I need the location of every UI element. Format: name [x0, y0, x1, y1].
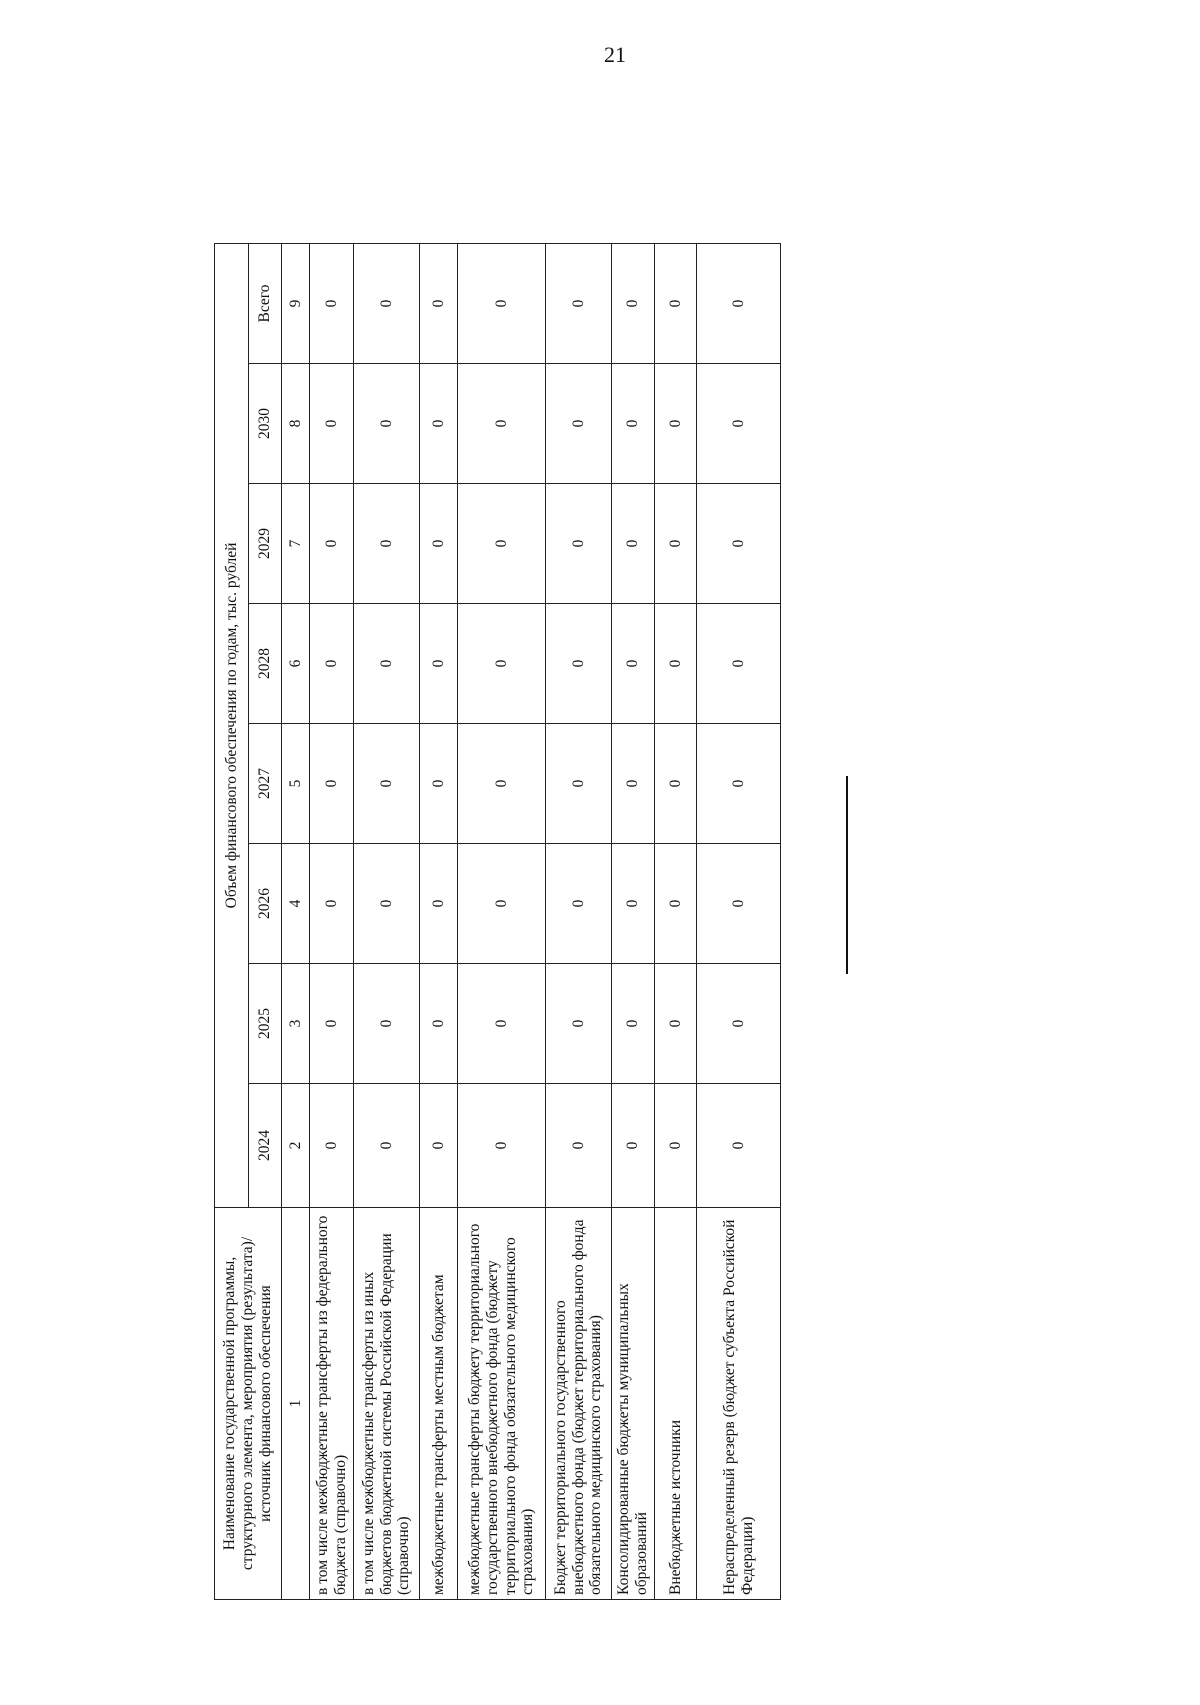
value-cell: 0: [697, 244, 781, 364]
table-row: [655, 124, 697, 1600]
value-cell: 0: [354, 364, 420, 484]
column-number-1: 1: [282, 1208, 310, 1600]
value-cell: 0: [655, 484, 697, 604]
value-cell: 0: [458, 364, 546, 484]
value-cell: 0: [310, 724, 354, 844]
year-header-2024: 2024: [249, 1084, 282, 1208]
table-row: [546, 124, 612, 1600]
column-number-7: 7: [282, 484, 310, 604]
year-header-2029: 2029: [249, 484, 282, 604]
value-cell: 0: [655, 604, 697, 724]
value-cell: 0: [354, 484, 420, 604]
value-cell: 0: [612, 484, 655, 604]
value-cell: 0: [354, 724, 420, 844]
value-cell: 0: [546, 844, 612, 964]
value-cell: 0: [458, 1084, 546, 1208]
row-name: Консолидированные бюджеты муниципальных образований: [612, 1208, 655, 1600]
value-cell: 0: [546, 964, 612, 1084]
column-number-2: 2: [282, 1084, 310, 1208]
column-number-row: [282, 124, 310, 1600]
column-number-4: 4: [282, 844, 310, 964]
page-number: 21: [604, 42, 626, 67]
value-cell: 0: [655, 724, 697, 844]
value-cell: 0: [697, 724, 781, 844]
year-header-2030: 2030: [249, 364, 282, 484]
value-cell: 0: [354, 244, 420, 364]
value-cell: 0: [458, 604, 546, 724]
financing-group-header: Объем финансового обеспечения по годам, тыс. рублей: [215, 244, 249, 1208]
total-header: Всего: [249, 244, 282, 364]
value-cell: 0: [546, 604, 612, 724]
row-name: Внебюджетные источники: [655, 1208, 697, 1600]
value-cell: 0: [310, 964, 354, 1084]
row-name: межбюджетные трансферты бюджету территориального государственного внебюджетного фонда (бюджету территориального фонда обязательного медицинского страхования): [458, 1208, 546, 1600]
value-cell: 0: [310, 244, 354, 364]
value-cell: 0: [310, 1084, 354, 1208]
year-header-2025: 2025: [249, 964, 282, 1084]
year-header-2026: 2026: [249, 844, 282, 964]
value-cell: 0: [420, 484, 458, 604]
value-cell: 0: [697, 964, 781, 1084]
year-header-2027: 2027: [249, 724, 282, 844]
value-cell: 0: [612, 364, 655, 484]
value-cell: 0: [458, 484, 546, 604]
value-cell: 0: [612, 1084, 655, 1208]
value-cell: 0: [310, 364, 354, 484]
value-cell: 0: [420, 724, 458, 844]
value-cell: 0: [420, 844, 458, 964]
value-cell: 0: [612, 844, 655, 964]
table-row: [420, 124, 458, 1600]
value-cell: 0: [612, 724, 655, 844]
value-cell: 0: [655, 1084, 697, 1208]
value-cell: 0: [612, 964, 655, 1084]
rotated-table-wrapper: [214, 124, 780, 1600]
value-cell: 0: [458, 964, 546, 1084]
value-cell: 0: [310, 484, 354, 604]
value-cell: 0: [546, 244, 612, 364]
year-header-2028: 2028: [249, 604, 282, 724]
financing-table: [214, 123, 781, 1600]
row-name: в том числе межбюджетные трансферты из федерального бюджета (справочно): [310, 1208, 354, 1600]
value-cell: 0: [697, 844, 781, 964]
value-cell: 0: [420, 1084, 458, 1208]
value-cell: 0: [354, 964, 420, 1084]
value-cell: 0: [697, 1084, 781, 1208]
value-cell: 0: [697, 604, 781, 724]
value-cell: 0: [420, 244, 458, 364]
value-cell: 0: [655, 364, 697, 484]
value-cell: 0: [697, 364, 781, 484]
value-cell: 0: [612, 244, 655, 364]
value-cell: 0: [458, 244, 546, 364]
value-cell: 0: [310, 844, 354, 964]
column-number-3: 3: [282, 964, 310, 1084]
value-cell: 0: [655, 244, 697, 364]
value-cell: 0: [458, 844, 546, 964]
table-row: [354, 124, 420, 1600]
name-column-header: Наименование государственной программы, структурного элемента, мероприятия (результата)/источник финансового обеспечения: [215, 1208, 282, 1600]
row-name: межбюджетные трансферты местным бюджетам: [420, 1208, 458, 1600]
value-cell: 0: [655, 844, 697, 964]
table-row: [612, 124, 655, 1600]
value-cell: 0: [310, 604, 354, 724]
value-cell: 0: [458, 724, 546, 844]
value-cell: 0: [354, 844, 420, 964]
value-cell: 0: [420, 604, 458, 724]
column-number-9: 9: [282, 244, 310, 364]
value-cell: 0: [354, 1084, 420, 1208]
column-number-8: 8: [282, 364, 310, 484]
value-cell: 0: [546, 484, 612, 604]
table-row: [458, 124, 546, 1600]
column-number-5: 5: [282, 724, 310, 844]
header-row-group: [215, 124, 249, 1600]
value-cell: 0: [655, 964, 697, 1084]
row-name: в том числе межбюджетные трансферты из иных бюджетов бюджетной системы Российской Федерации (справочно): [354, 1208, 420, 1600]
value-cell: 0: [546, 724, 612, 844]
row-name: Бюджет территориального государственного внебюджетного фонда (бюджет территориального фонда обязательного медицинского страхования): [546, 1208, 612, 1600]
value-cell: 0: [697, 484, 781, 604]
value-cell: 0: [420, 964, 458, 1084]
column-number-6: 6: [282, 604, 310, 724]
value-cell: 0: [546, 364, 612, 484]
value-cell: 0: [420, 364, 458, 484]
value-cell: 0: [612, 604, 655, 724]
value-cell: 0: [546, 1084, 612, 1208]
table-row: [697, 124, 781, 1600]
rotated-table-content: [214, 124, 780, 1600]
end-divider-line: [846, 776, 848, 974]
value-cell: 0: [354, 604, 420, 724]
table-row: [310, 124, 354, 1600]
row-name: Нераспределенный резерв (бюджет субъекта Российской Федерации): [697, 1208, 781, 1600]
